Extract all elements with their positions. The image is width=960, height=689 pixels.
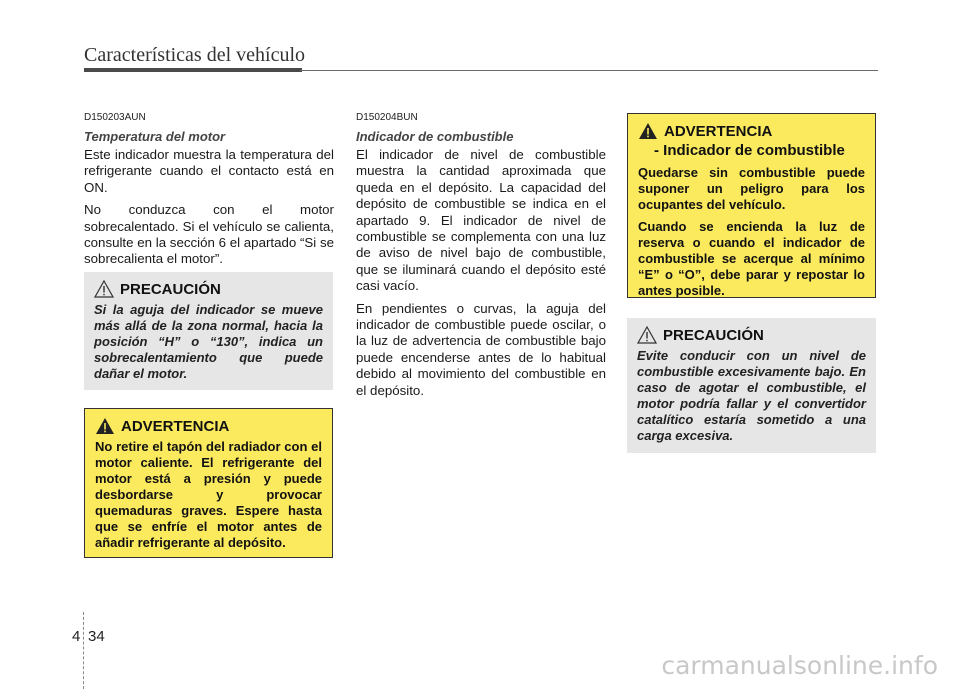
- caution-heading: [94, 280, 323, 298]
- caution-text: Si la aguja del indicador se mueve más allá de la zona normal, hacia la posición “H” o “130”, indica un sobrecalentamiento que puede dañar el motor.: [94, 302, 323, 381]
- warning-title: ADVERTENCIA: [664, 122, 773, 140]
- section-code: D150203AUN: [84, 112, 146, 123]
- page-header-title: Características del vehículo: [84, 44, 306, 66]
- caution-text: Evite conducir con un nivel de combustible excesivamente bajo. En caso de agotar el combustible, el motor podría fallar y el convertidor catalítico estaría sometido a una carga excesiva.: [637, 348, 866, 443]
- body-paragraph: En pendientes o curvas, la aguja del indicador de combustible puede oscilar, o la luz de advertencia de combustible bajo puede encenderse antes de lo habitual debido al movimiento del combustible en el depósito.: [356, 300, 606, 398]
- fuel-caution-box: [627, 318, 876, 453]
- section-number: 4: [72, 628, 81, 645]
- left-column: [84, 112, 334, 274]
- caution-heading: [637, 326, 866, 344]
- body-paragraph: Este indicador muestra la temperatura del refrigerante cuando el contacto está en ON.: [84, 147, 334, 195]
- watermark-text: carmanualsonline.info: [661, 651, 938, 680]
- header-rule-thin: [300, 70, 878, 71]
- warning-heading: [95, 417, 322, 435]
- caution-triangle-icon: [94, 280, 114, 298]
- section-code: D150204BUN: [356, 112, 418, 123]
- caution-title: PRECAUCIÓN: [663, 326, 764, 344]
- section-subheading: Indicador de combustible: [356, 129, 514, 144]
- caution-title: PRECAUCIÓN: [120, 280, 221, 298]
- fuel-warning-box: [627, 113, 876, 298]
- warning-subtitle: - Indicador de combustible: [654, 142, 845, 159]
- footer-divider: [83, 612, 85, 689]
- warning-triangle-icon: [638, 122, 658, 140]
- page-number: 34: [88, 628, 105, 645]
- middle-column: [356, 112, 606, 405]
- caution-box: [84, 272, 333, 390]
- warning-text: No retire el tapón del radiador con el motor caliente. El refrigerante del motor está a presión y puede desbordarse y provocar quemaduras graves. Espere hasta que se enfríe el motor antes de añadir refrigerante al depósito.: [95, 439, 322, 550]
- warning-title: ADVERTENCIA: [121, 417, 230, 435]
- warning-heading: [638, 122, 865, 140]
- header-rule-thick: [84, 68, 302, 72]
- warning-text: Quedarse sin combustible puede suponer un peligro para los ocupantes del vehículo.: [638, 165, 865, 212]
- section-subheading: Temperatura del motor: [84, 129, 226, 144]
- warning-box: [84, 408, 333, 558]
- caution-triangle-icon: [637, 326, 657, 344]
- warning-triangle-icon: [95, 417, 115, 435]
- warning-text: Cuando se encienda la luz de reserva o cuando el indicador de combustible se acerque al mínimo “E” o “O”, debe parar y repostar lo antes posible.: [638, 219, 865, 298]
- body-paragraph: El indicador de nivel de combustible muestra la cantidad aproximada que queda en el depósito. La capacidad del depósito de combustible se indica en el apartado 9. El indicador de nivel de combustible se complementa con una luz de aviso de nivel bajo de combustible, que se iluminará cuando el depósito esté casi vacío.: [356, 147, 606, 294]
- body-paragraph: No conduzca con el motor sobrecalentado. Si el vehículo se calienta, consulte en la sección 6 el apartado “Si se sobrecalienta el motor”.: [84, 202, 334, 267]
